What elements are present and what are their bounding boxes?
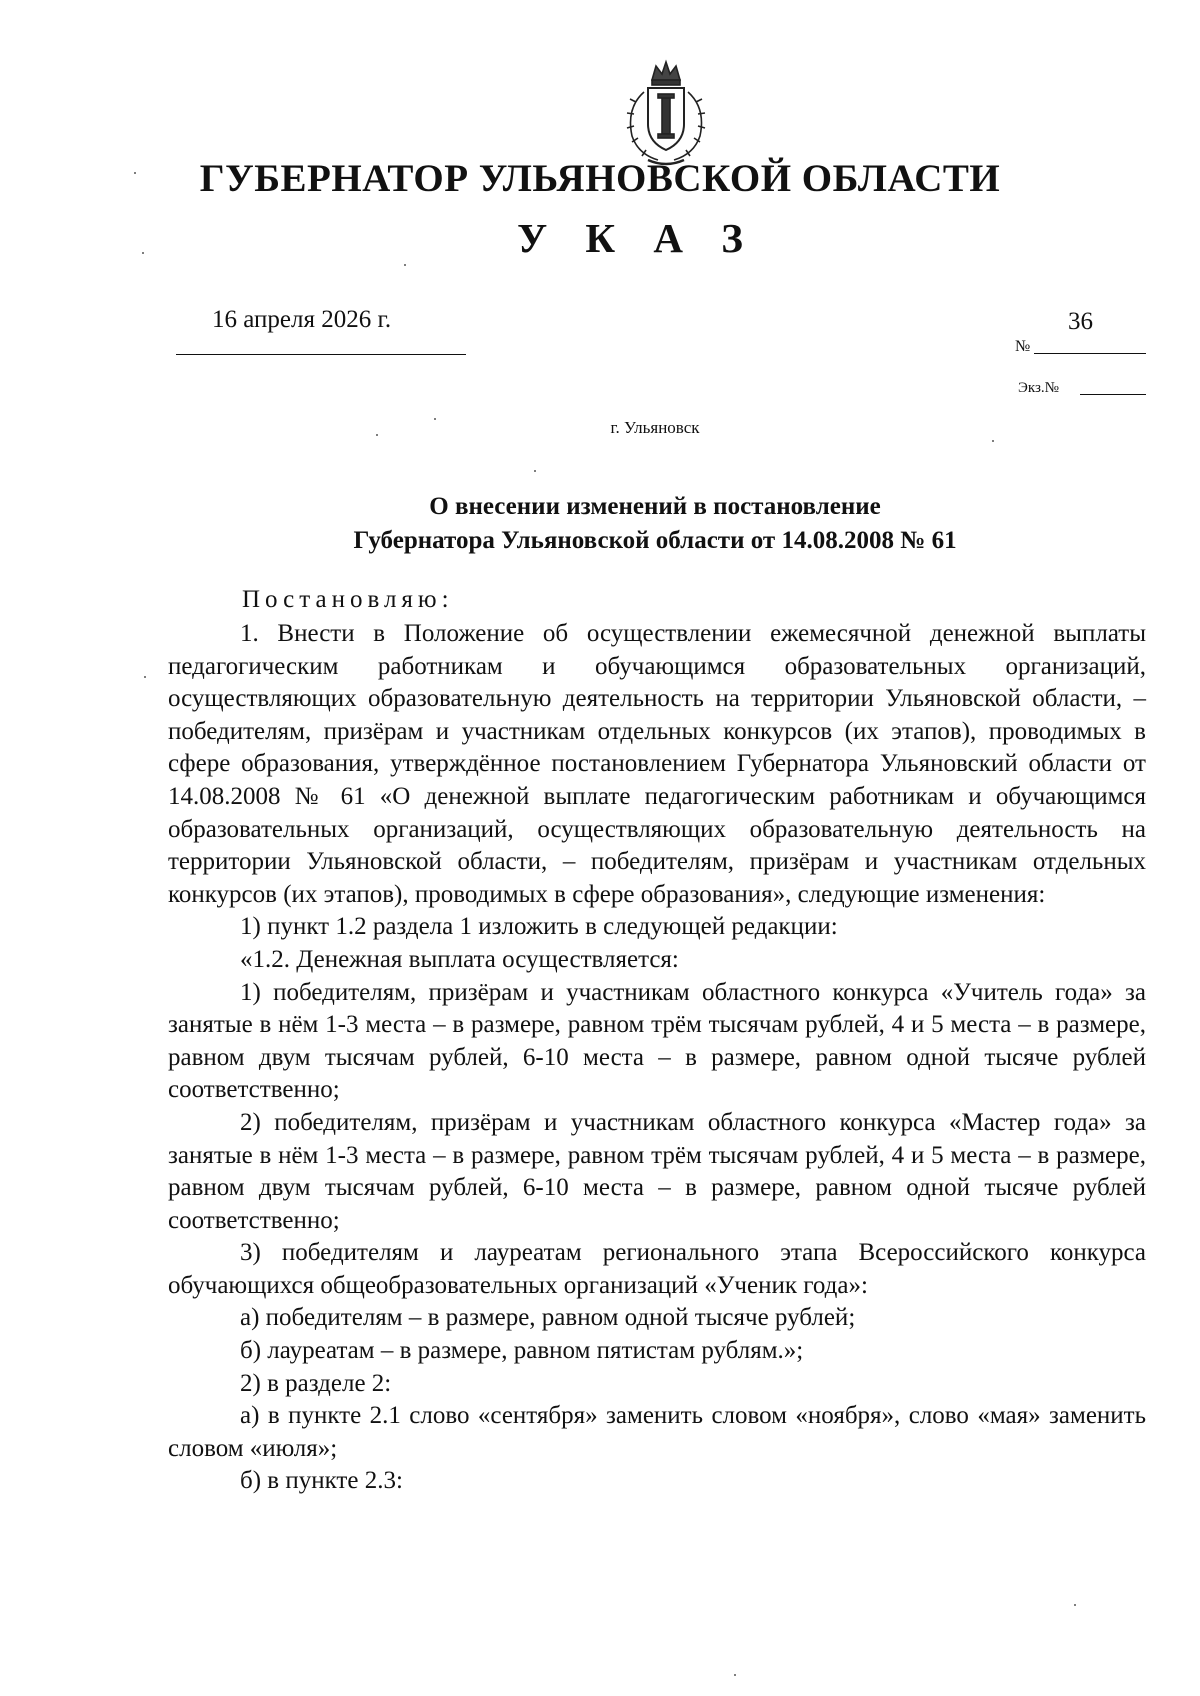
paragraph: 1) победителям, призёрам и участникам областного конкурса «Учитель года» за занятые в нём 1-3 места – в размере, равном трём тысячам рублей, 4 и 5 места – в размере, равном двум тысячам рублей, 6-10 места – в размере, равном одной тысяче рублей соответственно; <box>168 978 1146 1104</box>
paragraph: б) в пункте 2.3: <box>240 1467 403 1495</box>
number-underline <box>1034 353 1146 354</box>
copy-number-label: Экз.№ <box>1018 380 1059 396</box>
paragraph: б) лауреатам – в размере, равном пятистам рублям.»; <box>240 1337 804 1365</box>
scan-speck <box>534 470 536 472</box>
coat-of-arms-emblem <box>618 58 714 170</box>
scan-speck <box>142 252 144 254</box>
copy-number-underline <box>1080 394 1146 395</box>
scan-speck <box>734 1674 736 1676</box>
document-date: 16 апреля 2026 г. <box>212 306 392 333</box>
paragraph: 2) в разделе 2: <box>240 1369 392 1397</box>
document-body <box>168 618 1146 1498</box>
paragraph: 1. Внести в Положение об осуществлении ежемесячной денежной выплаты педагогическим работникам и обучающимся образовательных организаций, осуществляющих образовательную деятельность на территории Ульяновской области, – победителям, призёрам и участникам отдельных конкурсов (их этапов), проводимых в сфере образования, утверждённое постановлением Губернатора Ульяновский области от 14.08.2008 № 61 «О денежной выплате педагогическим работникам и обучающимся образовательных организаций, осуществляющих образовательную деятельность на территории Ульяновской области, – победителям, призёрам и участникам отдельных конкурсов (их этапов), проводимых в сфере образования», следующие изменения: <box>168 620 1146 908</box>
scan-speck <box>144 676 146 678</box>
document-number: 36 <box>1068 308 1093 335</box>
date-underline <box>176 354 466 355</box>
scan-speck <box>1074 1604 1076 1606</box>
scan-speck <box>404 264 406 266</box>
heading-line-2: Губернатора Ульяновской области от 14.08.2008 № 61 <box>353 527 957 554</box>
scan-speck <box>134 172 136 174</box>
paragraph: 2) победителям, призёрам и участникам областного конкурса «Мастер года» за занятые в нём 1-3 места – в размере, равном трём тысячам рублей, 4 и 5 места – в размере, равном двум тысячам рублей, 6-10 места – в размере, равном одной тысяче рублей соответственно; <box>168 1108 1146 1234</box>
document-type: У К А З <box>517 215 757 261</box>
scan-speck <box>376 434 378 436</box>
paragraph: а) в пункте 2.1 слово «сентября» заменить словом «ноября», слово «мая» заменить словом «июля»; <box>168 1402 1146 1462</box>
paragraph: а) победителям – в размере, равном одной тысяче рублей; <box>240 1304 856 1332</box>
authority-title: ГУБЕРНАТОР УЛЬЯНОВСКОЙ ОБЛАСТИ <box>199 157 1001 200</box>
scan-speck <box>434 418 436 420</box>
city: г. Ульяновск <box>610 418 700 437</box>
paragraph: «1.2. Денежная выплата осуществляется: <box>240 945 679 973</box>
paragraph: 1) пункт 1.2 раздела 1 изложить в следующей редакции: <box>240 913 838 941</box>
number-sign: № <box>1015 338 1031 355</box>
document-heading <box>0 490 1200 558</box>
decree-word: Постановляю: <box>242 586 454 613</box>
heading-line-1: О внесении изменений в постановление <box>429 493 881 520</box>
paragraph: 3) победителям и лауреатам регионального этапа Всероссийского конкурса обучающихся общеобразовательных организаций «Ученик года»: <box>168 1239 1146 1299</box>
scan-speck <box>992 440 994 442</box>
